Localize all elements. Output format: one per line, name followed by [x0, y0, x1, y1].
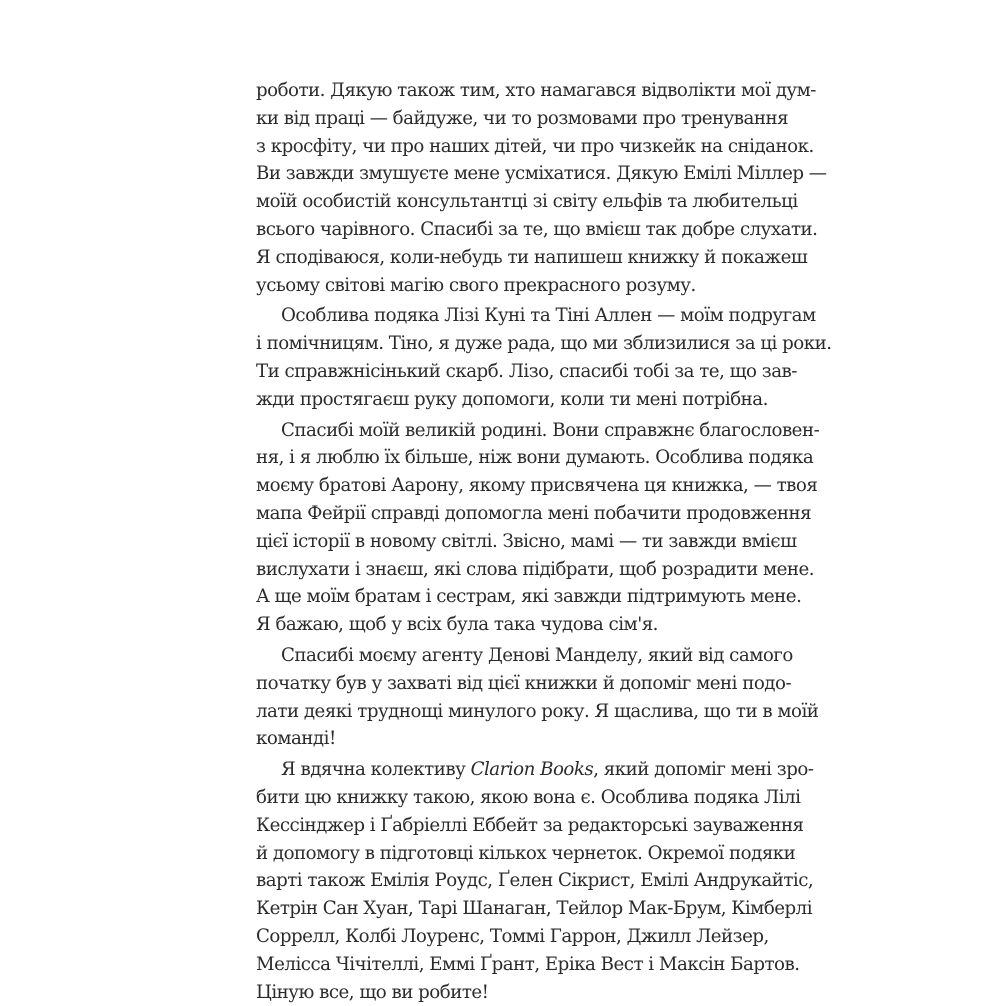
- text-line: вислухати і знаєш, які слова підібрати, щоб розрадити мене.: [256, 556, 766, 584]
- text-line: лати деякі труднощі минулого року. Я щаслива, що ти в моїй: [256, 698, 766, 726]
- text-line: Соррелл, Колбі Лоуренс, Томмі Гаррон, Джилл Лейзер,: [256, 923, 766, 951]
- text-line: Я сподіваюся, коли-небудь ти напишеш книжку й покажеш: [256, 244, 766, 272]
- text-line: Спасибі моєму агенту Денові Манделу, який від самого: [256, 642, 766, 670]
- text-line: моєму братові Аарону, якому присвячена ця книжка, — твоя: [256, 472, 766, 500]
- text-line: моїй особистій консультантці зі світу ельфів та любительці: [256, 188, 766, 216]
- text-run: , який допоміг мені зро-: [593, 759, 813, 780]
- text-line: і помічницям. Тіно, я дуже рада, що ми зблизилися за ці роки.: [256, 330, 766, 358]
- paragraph: [256, 77, 766, 299]
- text-line: початку був у захваті від цієї книжки й допоміг мені подо-: [256, 670, 766, 698]
- text-line: мапа Фейрії справді допомогла мені побачити продовження: [256, 500, 766, 528]
- text-line: А ще моїм братам і сестрам, які завжди підтримують мене.: [256, 583, 766, 611]
- text-line: Ціную все, що ви робите!: [256, 979, 766, 1006]
- text-line: Кессінджер і Ґабріеллі Еббейт за редакторські зауваження: [256, 812, 766, 840]
- publisher-name: Clarion Books: [471, 759, 594, 780]
- text-line: ки від праці — байдуже, чи то розмовами про тренування: [256, 105, 766, 133]
- text-line: Мелісса Чічітеллі, Еммі Ґрант, Еріка Вест і Максін Бартов.: [256, 951, 766, 979]
- paragraph: [256, 642, 766, 753]
- text-line: Я бажаю, щоб у всіх була така чудова сім'я.: [256, 611, 766, 639]
- paragraph: [256, 302, 766, 413]
- text-line: варті також Емілія Роудс, Ґелен Сікрист, Емілі Андрукайтіс,: [256, 867, 766, 895]
- paragraph: [256, 756, 766, 1006]
- text-line: [256, 756, 766, 784]
- text-line: й допомогу в підготовці кількох чернеток. Окремої подяки: [256, 840, 766, 868]
- acknowledgements-text: [256, 77, 766, 1006]
- text-line: ня, і я люблю їх більше, ніж вони думають. Особлива подяка: [256, 444, 766, 472]
- text-run: Я вдячна колективу: [281, 759, 471, 780]
- text-line: роботи. Дякую також тим, хто намагався відволікти мої дум-: [256, 77, 766, 105]
- paragraph: [256, 417, 766, 639]
- text-line: команді!: [256, 725, 766, 753]
- text-line: цієї історії в новому світлі. Звісно, мамі — ти завжди вмієш: [256, 528, 766, 556]
- text-line: Особлива подяка Лізі Куні та Тіні Аллен — моїм подругам: [256, 302, 766, 330]
- text-line: Ви завжди змушуєте мене усміхатися. Дякую Емілі Міллер —: [256, 160, 766, 188]
- text-line: Ти справжнісінький скарб. Лізо, спасибі тобі за те, що зав-: [256, 358, 766, 386]
- text-line: усьому світові магію свого прекрасного розуму.: [256, 272, 766, 300]
- text-line: Спасибі моїй великій родині. Вони справжнє благословен-: [256, 417, 766, 445]
- text-line: бити цю книжку такою, якою вона є. Особлива подяка Лілі: [256, 784, 766, 812]
- text-line: жди простягаєш руку допомоги, коли ти мені потрібна.: [256, 386, 766, 414]
- text-line: з кросфіту, чи про наших дітей, чи про чизкейк на сніданок.: [256, 133, 766, 161]
- text-line: Кетрін Сан Хуан, Тарі Шанаган, Тейлор Мак-Брум, Кімберлі: [256, 895, 766, 923]
- text-line: всього чарівного. Спасибі за те, що вмієш так добре слухати.: [256, 216, 766, 244]
